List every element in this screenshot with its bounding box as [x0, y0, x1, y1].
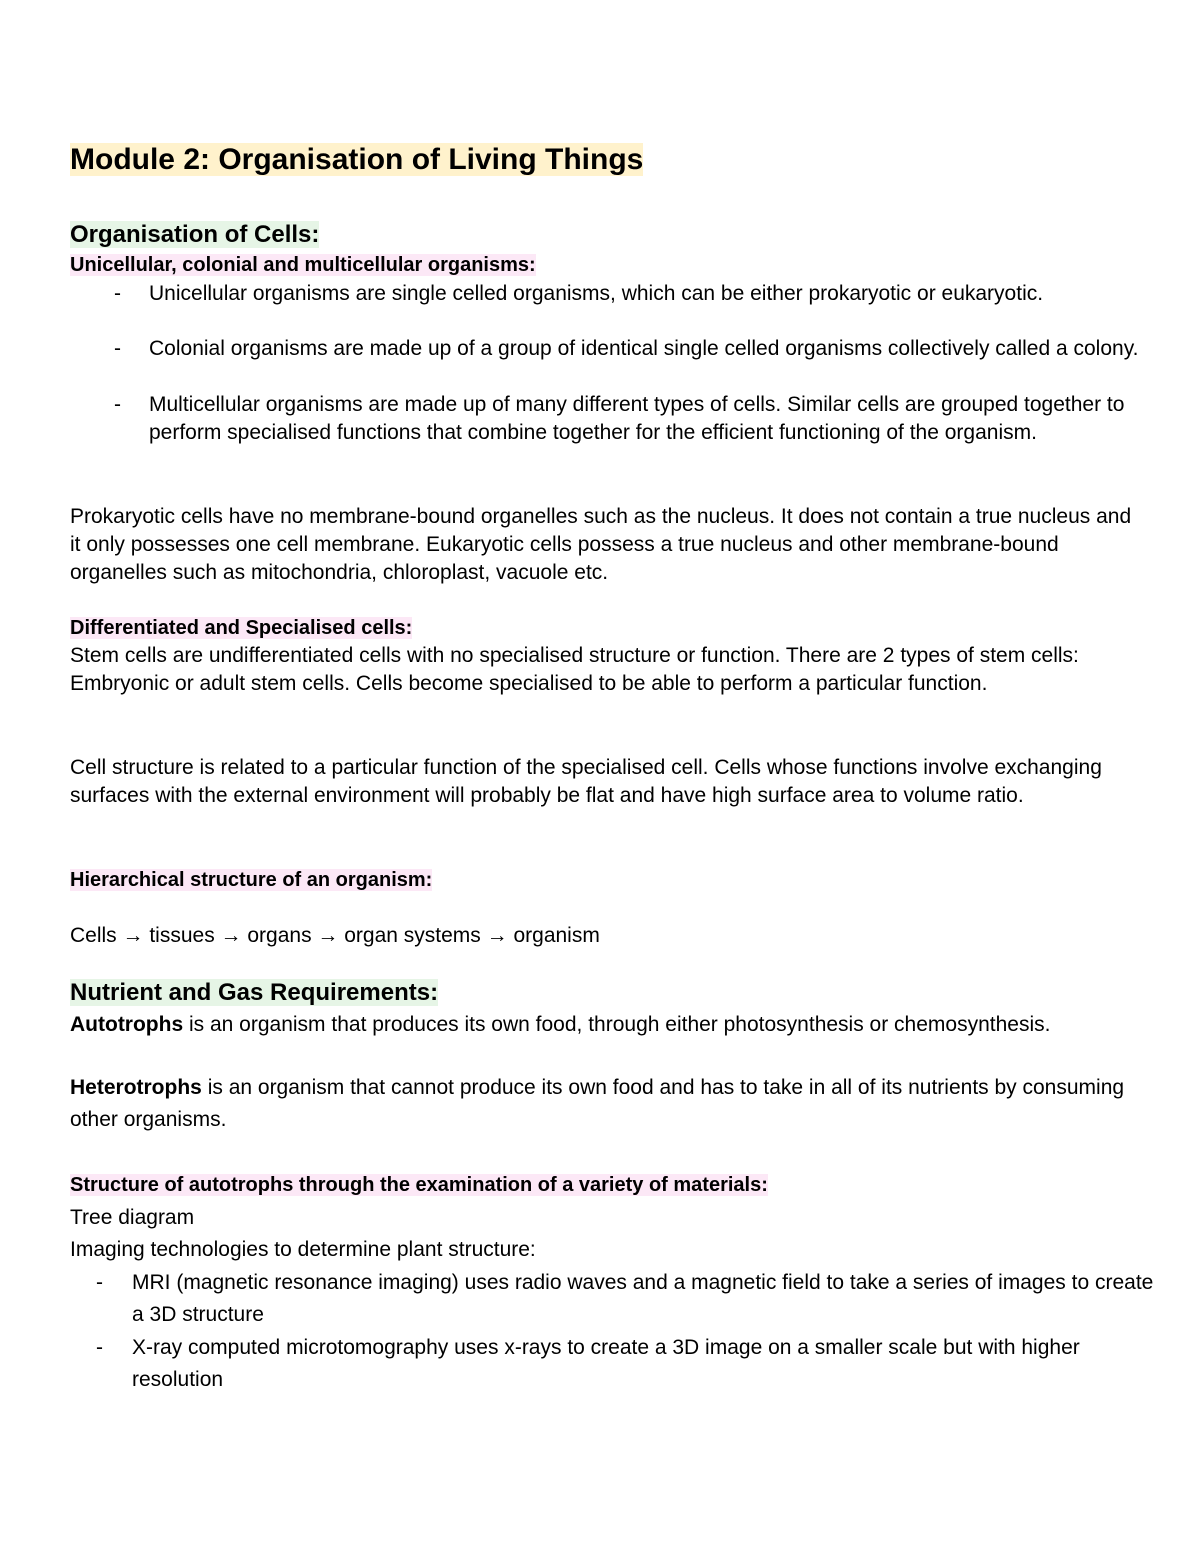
subheading-differentiated-cells-text: Differentiated and Specialised cells:: [70, 617, 413, 639]
subheading-autotroph-structure: [70, 1172, 768, 1198]
page-title-text: Module 2: Organisation of Living Things: [70, 143, 644, 176]
subheading-organism-types: [70, 252, 536, 278]
list-item-text: Colonial organisms are made up of a group of identical single celled organisms collectively called a colony.: [149, 337, 1139, 360]
list-item-text: Unicellular organisms are single celled organisms, which can be either prokaryotic or eukaryotic.: [149, 282, 1044, 305]
heterotrophs-term: Heterotrophs: [70, 1076, 202, 1099]
list-item: [96, 1332, 1160, 1396]
bullet-dash: -: [114, 282, 121, 305]
section-heading-cells-text: Organisation of Cells:: [70, 221, 320, 248]
list-item: [96, 1267, 1160, 1331]
list-item-text: X-ray computed microtomography uses x-rays to create a 3D image on a smaller scale but with higher resolution: [132, 1336, 1080, 1391]
subheading-autotroph-structure-text: Structure of autotrophs through the examination of a variety of materials:: [70, 1174, 768, 1196]
subheading-organism-types-text: Unicellular, colonial and multicellular organisms:: [70, 254, 536, 276]
subheading-hierarchical-structure-text: Hierarchical structure of an organism:: [70, 869, 433, 891]
stem-cells-paragraph: Stem cells are undifferentiated cells with no specialised structure or function. There are 2 types of stem cells: Embryonic or adult stem cells. Cells become specialised to be able to perform a particular function.: [70, 644, 1079, 695]
autotrophs-term: Autotrophs: [70, 1013, 184, 1036]
imaging-intro: Imaging technologies to determine plant structure:: [70, 1238, 536, 1261]
list-item-text: MRI (magnetic resonance imaging) uses radio waves and a magnetic field to take a series of images to create a 3D structure: [132, 1271, 1154, 1326]
page-title: [70, 142, 643, 178]
list-item: [114, 335, 1159, 363]
hierarchy-line: Cells → tissues → organs → organ systems → organism: [70, 924, 600, 947]
list-item-text: Multicellular organisms are made up of many different types of cells. Similar cells are grouped together to perform specialised functions that combine together for the efficient functioning of the organism.: [149, 393, 1125, 444]
heterotrophs-def: is an organism that cannot produce its own food and has to take in all of its nutrients by consuming other organisms.: [70, 1076, 1125, 1131]
bullet-dash: -: [114, 337, 121, 360]
bullet-dash: -: [96, 1271, 103, 1294]
cell-structure-paragraph: Cell structure is related to a particular function of the specialised cell. Cells whose functions involve exchanging surfaces with the external environment will probably be flat and have high surface area to volume ratio.: [70, 756, 1102, 807]
prokaryotic-paragraph: Prokaryotic cells have no membrane-bound organelles such as the nucleus. It does not contain a true nucleus and it only possesses one cell membrane. Eukaryotic cells possess a true nucleus and other membrane-bound organelles such as mitochondria, chloroplast, vacuole etc.: [70, 505, 1132, 584]
autotrophs-def: is an organism that produces its own food, through either photosynthesis or chemosynthesis.: [183, 1013, 1051, 1036]
list-item: [114, 391, 1159, 447]
tree-diagram-line: Tree diagram: [70, 1206, 195, 1229]
section-heading-nutrients: [70, 978, 438, 1008]
bullet-dash: -: [114, 393, 121, 416]
list-item: [114, 280, 1159, 308]
bullet-dash: -: [96, 1336, 103, 1359]
section-heading-cells: [70, 220, 319, 250]
autotrophs-definition: [70, 1009, 1132, 1041]
section-heading-nutrients-text: Nutrient and Gas Requirements:: [70, 979, 439, 1006]
heterotrophs-definition: [70, 1072, 1132, 1136]
subheading-hierarchical-structure: [70, 867, 432, 893]
subheading-differentiated-cells: [70, 615, 412, 641]
